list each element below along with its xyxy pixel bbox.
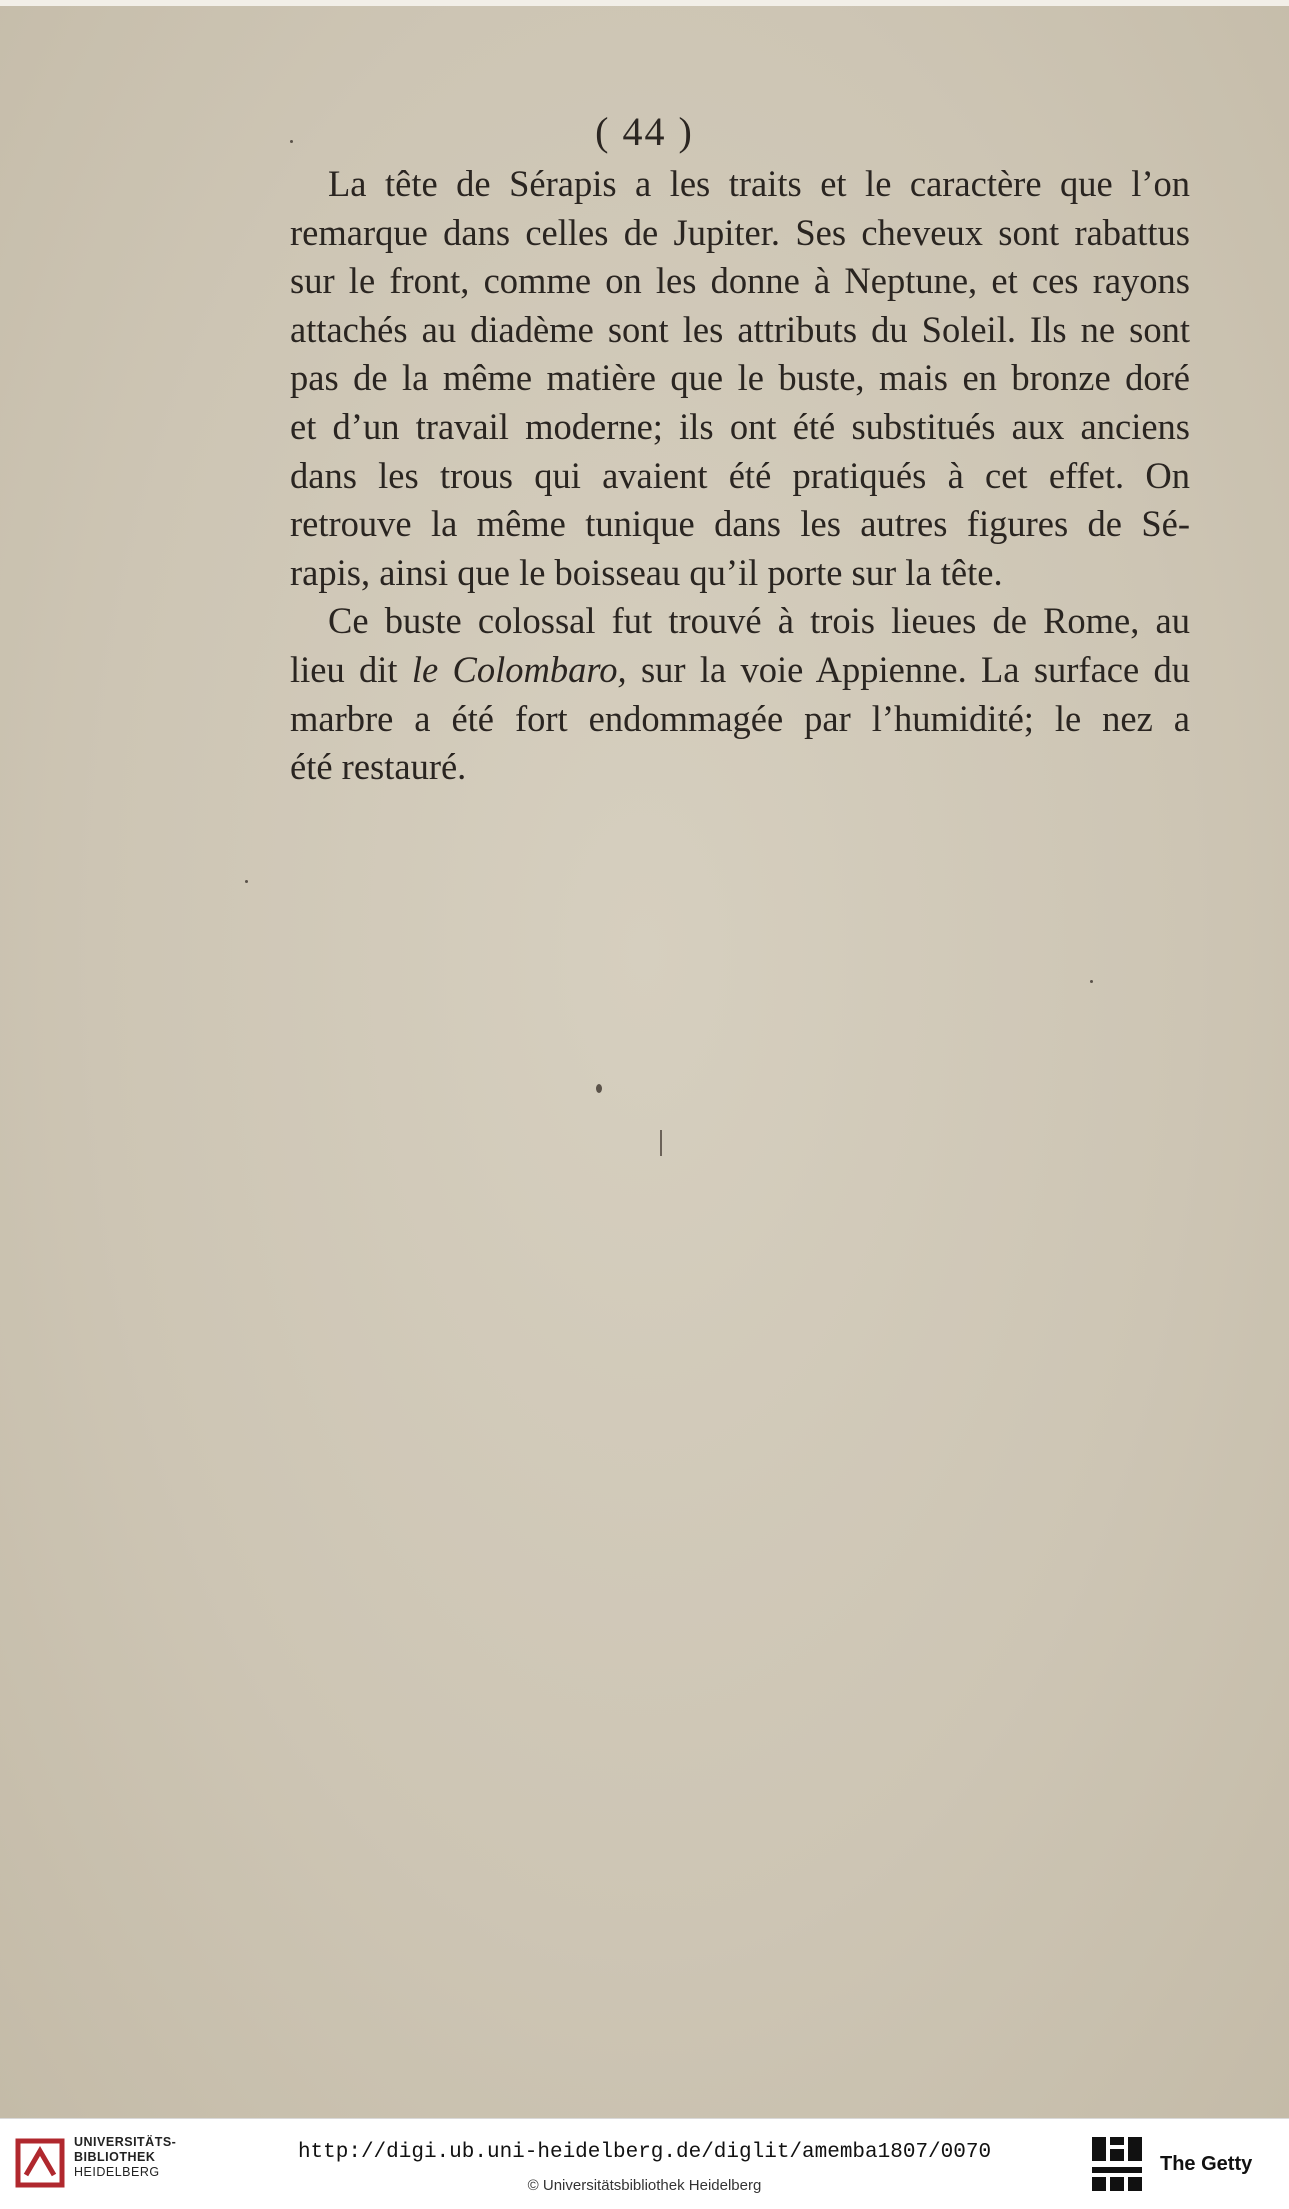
paper-hair (660, 1130, 662, 1156)
partner-name: The Getty (1160, 2153, 1253, 2175)
line-text-before: lieu dit (290, 648, 412, 690)
paper-speck (245, 880, 248, 883)
paragraph-2-line-1: Ce buste colossal fut trouvé à trois lieues de Rome, au (328, 600, 1190, 642)
library-name-line-2: BIBLIOTHEK (74, 2150, 156, 2164)
paragraph-2-line-3: marbre a été fort endommagée par l’humidité; le nez a (290, 697, 1190, 739)
paragraph-1-line-5: pas de la même matière que le buste, mais en bronze doré (290, 357, 1190, 399)
paragraph-2-line-4: été restauré. (290, 746, 467, 788)
copyright-notice: © Universitätsbibliothek Heidelberg (527, 2177, 762, 2194)
permalink-url[interactable]: http://digi.ub.uni-heidelberg.de/diglit/amemba1807/0070 (297, 2141, 992, 2164)
library-name-line-3: HEIDELBERG (74, 2165, 160, 2179)
paragraph-1-line-2: remarque dans celles de Jupiter. Ses cheveux sont rabattus (290, 211, 1190, 253)
library-name-line-1: UNIVERSITÄTS- (74, 2135, 177, 2149)
paper-speck (290, 140, 293, 143)
paper-speck (596, 1084, 602, 1093)
page-number: ( 44 ) (595, 109, 694, 154)
line-text-after: sur la voie Appienne. La surface du (626, 648, 1191, 690)
paragraph-1-line-4: attachés au diadème sont les attributs du Soleil. Ils ne sont (290, 308, 1190, 350)
paragraph-1-line-6: et d’un travail moderne; ils ont été substitués aux anciens (290, 405, 1190, 447)
paper-speck (1090, 980, 1093, 983)
getty-logo-icon (1088, 2133, 1146, 2195)
paragraph-1-line-1: La tête de Sérapis a les traits et le caractère que l’on (328, 163, 1190, 204)
paragraph-1-line-7: dans les trous qui avaient été pratiqués à cet effet. On (290, 454, 1190, 496)
body-text (290, 160, 1190, 792)
paragraph-2-line-2 (290, 646, 1190, 695)
paragraph-1-line-8: retrouve la même tunique dans les autres figures de Sé- (290, 503, 1190, 545)
footer-bar (0, 2118, 1289, 2209)
paragraph-1-line-9: rapis, ainsi que le boisseau qu’il porte sur la tête. (290, 551, 1003, 593)
italic-place-name: le Colombaro, (411, 648, 627, 690)
paragraph-1-line-3: sur le front, comme on les donne à Neptune, et ces rayons (290, 260, 1190, 302)
